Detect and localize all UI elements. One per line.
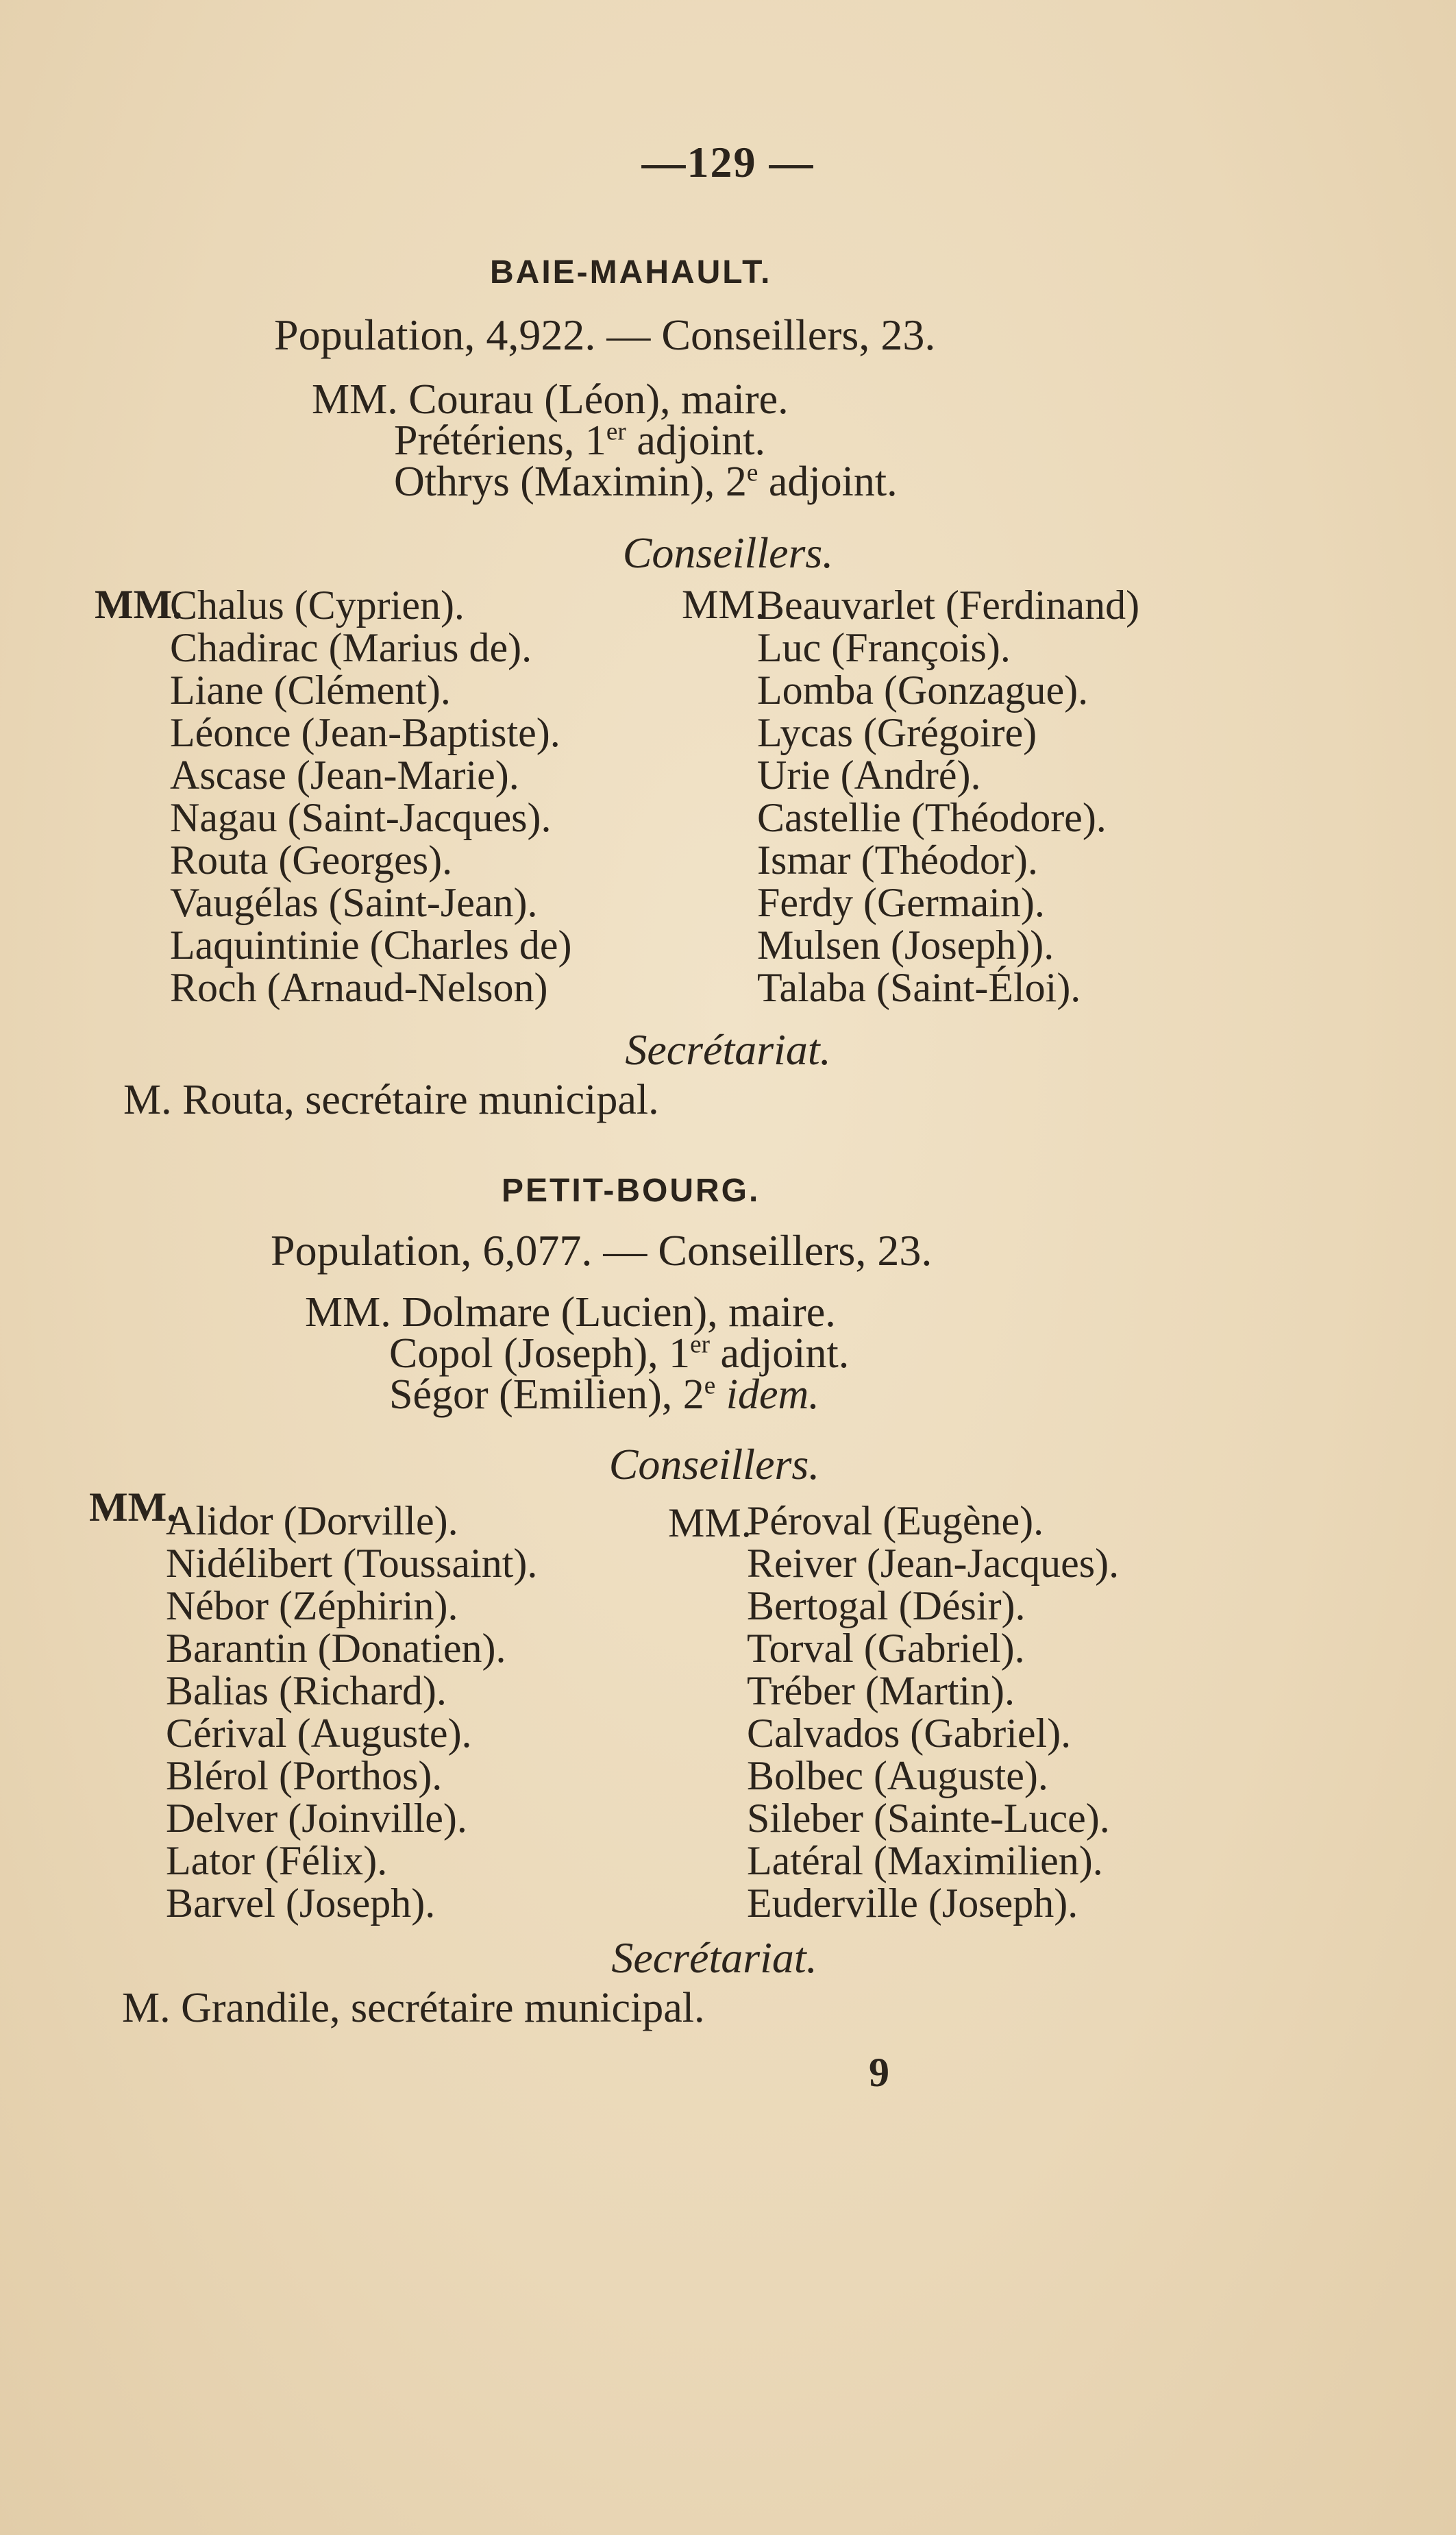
councillor-name: Luc (François). — [757, 625, 1011, 670]
councillor-name: Blérol (Porthos). — [166, 1753, 443, 1798]
councillors-right-prefix: MM. — [668, 1500, 752, 1545]
councillors-left-column — [170, 584, 571, 1009]
councillor-name: Liane (Clément). — [170, 668, 451, 713]
councillor-name: Routa (Georges). — [170, 837, 453, 883]
councillor-name: Lycas (Grégoire) — [757, 710, 1037, 755]
councillor-name: Balias (Richard). — [166, 1668, 447, 1713]
councillor-name: Nébor (Zéphirin). — [166, 1583, 458, 1628]
officer-sup: er — [606, 417, 626, 446]
councillor-name: Cérival (Auguste). — [166, 1711, 472, 1756]
officer-suffix: idem. — [715, 1371, 819, 1418]
secretariat-title: Secrétariat. — [625, 1025, 831, 1074]
section-heading-petit-bourg: PETIT-BOURG. — [502, 1173, 761, 1209]
printer-signature-mark: 9 — [869, 2050, 889, 2095]
councillor-name: Reiver (Jean-Jacques). — [747, 1541, 1120, 1586]
councillor-name: Delver (Joinville). — [166, 1796, 467, 1841]
population-line: Population, 4,922. — Conseillers, 23. — [274, 310, 936, 359]
councillor-name: Calvados (Gabriel). — [747, 1711, 1072, 1756]
officer-name: Othrys (Maximin), 2 — [394, 458, 747, 505]
officer-suffix: adjoint. — [710, 1330, 850, 1377]
page-number: —129 — — [641, 138, 815, 186]
councillor-name: Bolbec (Auguste). — [747, 1753, 1048, 1798]
councillors-left-prefix: MM. — [89, 1484, 177, 1530]
councillor-name: Barvel (Joseph). — [166, 1881, 436, 1926]
officer-sup: e — [704, 1371, 716, 1400]
officer-name: Courau (Léon), maire. — [408, 376, 789, 423]
councillor-name: Péroval (Eugène). — [747, 1498, 1044, 1543]
councillor-name: Roch (Arnaud-Nelson) — [170, 965, 548, 1010]
councillor-name: Ferdy (Germain). — [757, 880, 1045, 925]
officer-name: Ségor (Emilien), 2 — [389, 1371, 704, 1418]
section-heading-baie-mahault: BAIE-MAHAULT. — [490, 254, 772, 291]
councillor-name: Chadirac (Marius de). — [170, 625, 532, 670]
officer-name: Copol (Joseph), 1 — [389, 1330, 691, 1377]
officer-sup: er — [690, 1330, 711, 1359]
councillor-name: Torval (Gabriel). — [747, 1626, 1025, 1671]
councillor-name: Ascase (Jean-Marie). — [170, 752, 519, 798]
councillors-right-column — [757, 584, 1139, 1009]
councillor-name: Alidor (Dorville). — [166, 1498, 458, 1543]
councillor-name: Tréber (Martin). — [747, 1668, 1015, 1713]
councillors-left-column — [166, 1499, 537, 1924]
second-adjoint-line — [389, 1371, 819, 1419]
officer-prefix: MM. — [305, 1289, 391, 1336]
councillor-name: Castellie (Théodore). — [757, 795, 1107, 840]
councillor-name: Chalus (Cyprien). — [170, 583, 465, 628]
officer-name: Prétériens, 1 — [394, 417, 606, 464]
councillor-name: Sileber (Sainte-Luce). — [747, 1796, 1110, 1841]
councillor-name: Vaugélas (Saint-Jean). — [170, 880, 538, 925]
councillor-name: Nidélibert (Toussaint). — [166, 1541, 538, 1586]
councillor-name: Ismar (Théodor). — [757, 837, 1038, 883]
councillor-name: Barantin (Donatien). — [166, 1626, 506, 1671]
councillor-name: Bertogal (Désir). — [747, 1583, 1026, 1628]
councillors-right-column — [747, 1499, 1119, 1924]
councillor-name: Latéral (Maximilien). — [747, 1838, 1103, 1883]
second-adjoint-line — [394, 458, 898, 506]
councillor-name: Urie (André). — [757, 752, 981, 798]
secretariat-title: Secrétariat. — [611, 1933, 817, 1982]
councillor-name: Léonce (Jean-Baptiste). — [170, 710, 560, 755]
councillors-title: Conseillers. — [622, 528, 834, 577]
councillor-name: Nagau (Saint-Jacques). — [170, 795, 552, 840]
councillor-name: Euderville (Joseph). — [747, 1881, 1078, 1926]
officer-suffix: adjoint. — [758, 458, 898, 505]
councillors-right-prefix: MM. — [682, 582, 765, 627]
population-line: Population, 6,077. — Conseillers, 23. — [271, 1226, 933, 1275]
councillor-name: Lator (Félix). — [166, 1838, 388, 1883]
officer-sup: e — [746, 458, 758, 487]
secretary-line: M. Grandile, secrétaire municipal. — [122, 1985, 705, 2031]
secretary-line: M. Routa, secrétaire municipal. — [123, 1077, 659, 1123]
officer-name: Dolmare (Lucien), maire. — [402, 1289, 836, 1336]
councillors-title: Conseillers. — [608, 1440, 820, 1489]
councillor-name: Talaba (Saint-Éloi). — [757, 965, 1081, 1010]
officer-suffix: adjoint. — [626, 417, 766, 464]
officer-prefix: MM. — [312, 376, 398, 423]
councillor-name: Lomba (Gonzague). — [757, 668, 1089, 713]
councillor-name: Mulsen (Joseph)). — [757, 922, 1054, 968]
councillors-left-prefix: MM. — [95, 582, 183, 627]
councillor-name: Beauvarlet (Ferdinand) — [757, 583, 1140, 628]
councillor-name: Laquintinie (Charles de) — [170, 922, 572, 968]
